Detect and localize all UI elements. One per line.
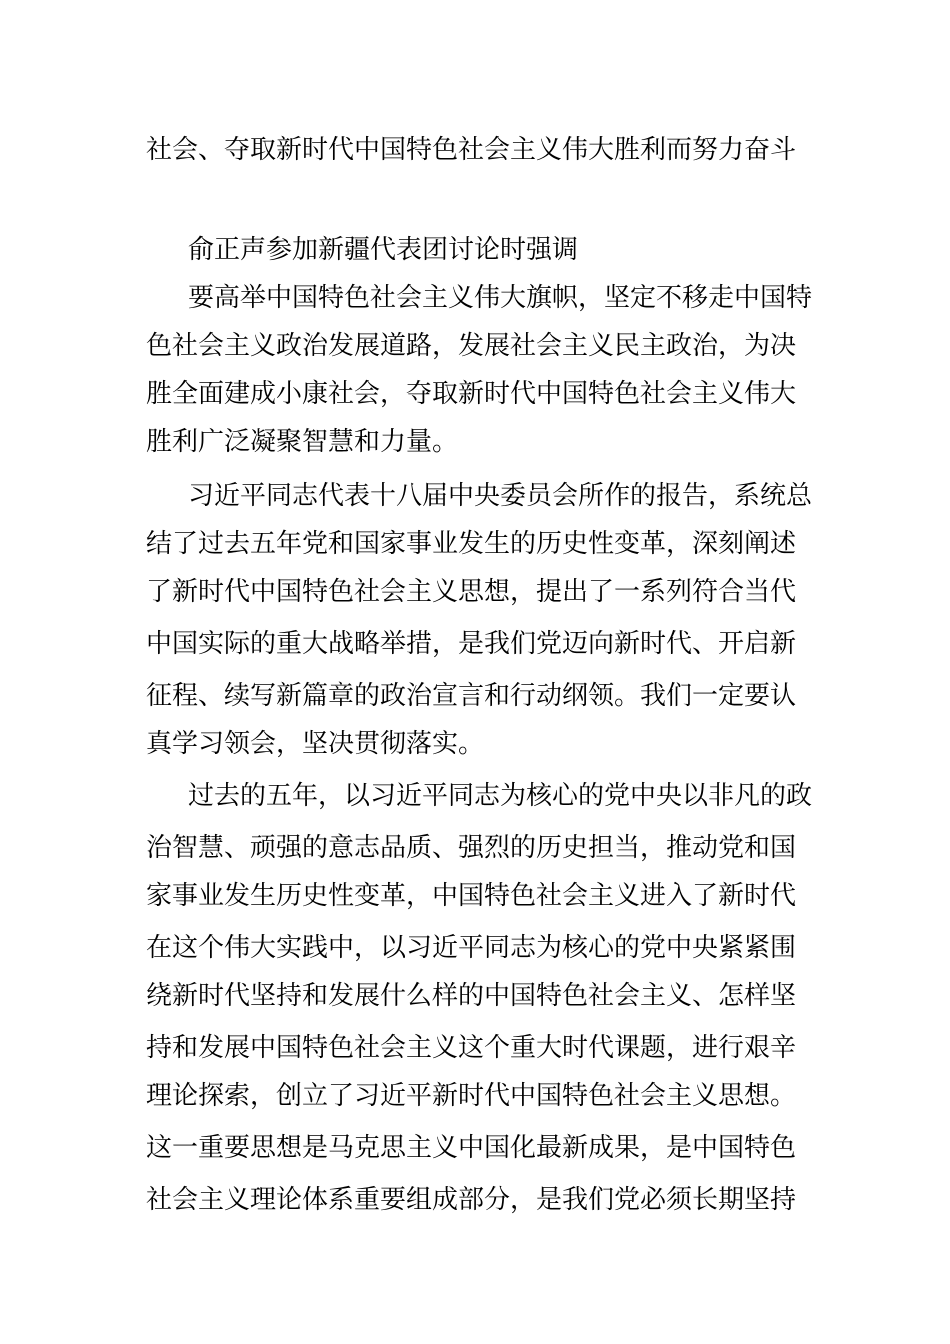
- paragraph-3-line-4: 在这个伟大实践中，以习近平同志为核心的党中央紧紧围: [146, 933, 797, 963]
- paragraph-2-line-1: 习近平同志代表十八届中央委员会所作的报告，系统总: [188, 481, 813, 511]
- paragraph-2-line-2: 结了过去五年党和国家事业发生的历史性变革，深刻阐述: [146, 529, 797, 559]
- paragraph-3-line-7: 理论探索，创立了习近平新时代中国特色社会主义思想。: [146, 1081, 797, 1111]
- paragraph-2-line-6: 真学习领会，坚决贯彻落实。: [146, 729, 485, 759]
- paragraph-3-line-5: 绕新时代坚持和发展什么样的中国特色社会主义、怎样坚: [146, 981, 797, 1011]
- paragraph-3-line-2: 治智慧、顽强的意志品质、强烈的历史担当，推动党和国: [146, 833, 797, 863]
- paragraph-3-line-8: 这一重要思想是马克思主义中国化最新成果，是中国特色: [146, 1133, 797, 1163]
- paragraph-2-line-4: 中国实际的重大战略举措，是我们党迈向新时代、开启新: [146, 629, 797, 659]
- paragraph-3-line-9: 社会主义理论体系重要组成部分，是我们党必须长期坚持: [146, 1185, 797, 1215]
- paragraph-1-line-1: 要高举中国特色社会主义伟大旗帜，坚定不移走中国特: [188, 283, 813, 313]
- paragraph-1-line-3: 胜全面建成小康社会，夺取新时代中国特色社会主义伟大: [146, 379, 797, 409]
- paragraph-1-line-2: 色社会主义政治发展道路，发展社会主义民主政治，为决: [146, 331, 797, 361]
- paragraph-2-line-3: 了新时代中国特色社会主义思想，提出了一系列符合当代: [146, 577, 797, 607]
- paragraph-1-line-4: 胜利广泛凝聚智慧和力量。: [146, 427, 459, 457]
- paragraph-3-line-3: 家事业发生历史性变革，中国特色社会主义进入了新时代: [146, 881, 797, 911]
- paragraph-2-line-5: 征程、续写新篇章的政治宣言和行动纲领。我们一定要认: [146, 681, 797, 711]
- paragraph-3-line-1: 过去的五年，以习近平同志为核心的党中央以非凡的政: [188, 781, 813, 811]
- headline-continuation: 社会、夺取新时代中国特色社会主义伟大胜利而努力奋斗: [146, 135, 797, 165]
- paragraph-3-line-6: 持和发展中国特色社会主义这个重大时代课题，进行艰辛: [146, 1033, 797, 1063]
- subheading: 俞正声参加新疆代表团讨论时强调: [188, 235, 579, 265]
